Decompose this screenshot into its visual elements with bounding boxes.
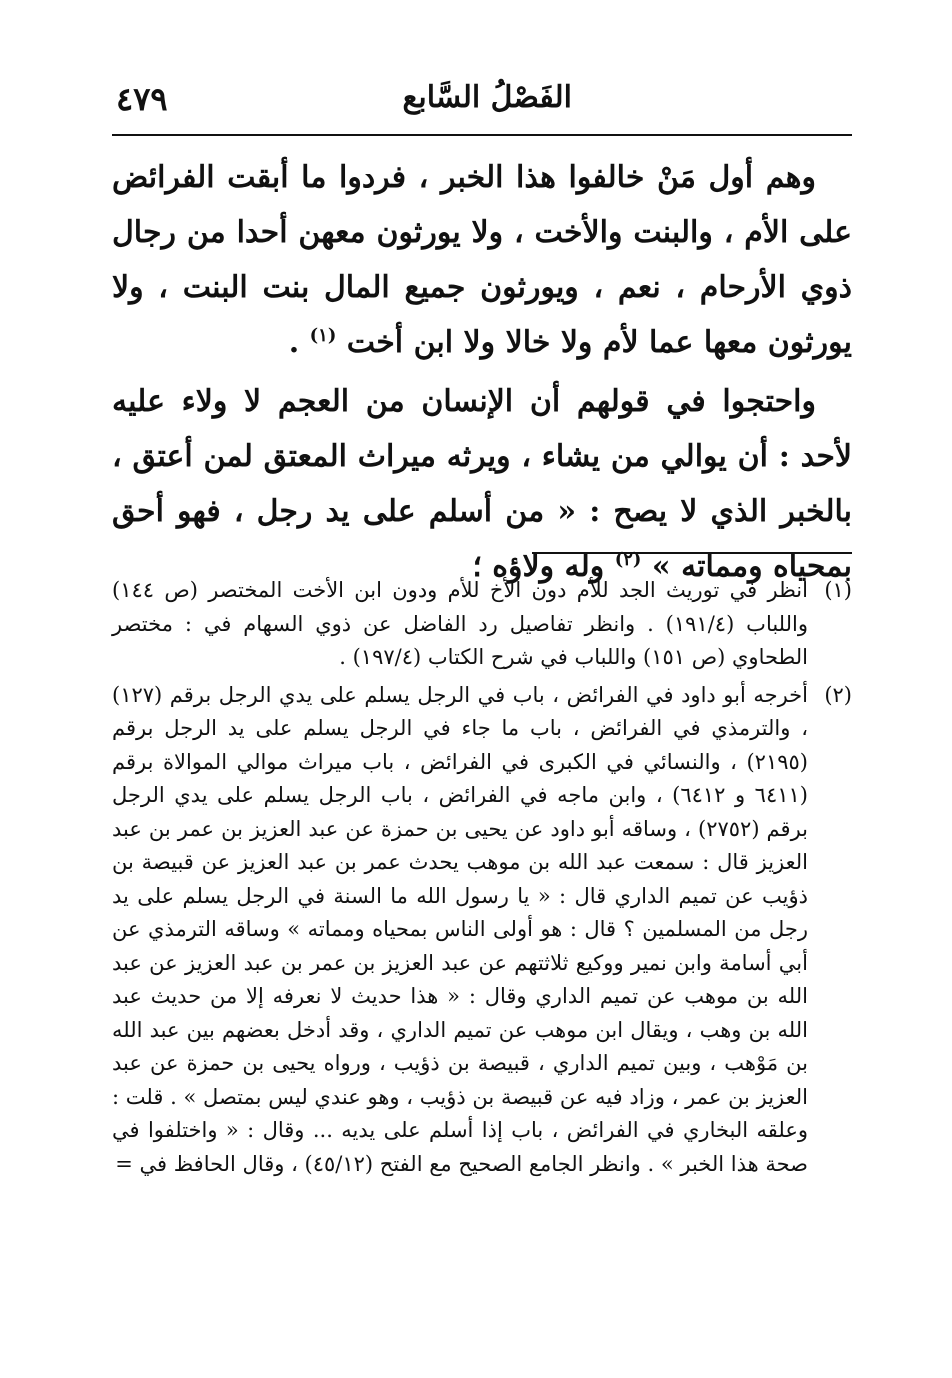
- paragraph-2-end: وله ولاؤه ؛: [472, 549, 615, 584]
- paragraph-2: [112, 374, 852, 594]
- footnote-divider: [532, 552, 852, 554]
- paragraph-1-end: .: [288, 325, 310, 360]
- footnote-text-1: انظر في توريث الجد للأم دون الأخ للأم ودون ابن الأخت المختصر (ص ١٤٤) واللباب (١٩١/٤) . وانظر تفاصيل رد الفاضل عن ذوي السهام في : مختصر الطحاوي (ص ١٥١) واللباب في شرح الكتاب (١٩٧/٤) .: [112, 578, 809, 669]
- footnote-marker-2: (٢): [824, 682, 852, 707]
- footnote-marker-1: (١): [824, 578, 852, 602]
- page-number: ٤٧٩: [116, 80, 168, 118]
- footnote-2: [112, 679, 852, 1182]
- footnote-ref-2: (٢): [614, 549, 642, 570]
- main-text: [112, 150, 852, 594]
- paragraph-2-text: واحتجوا في قولهم أن الإنسان من العجم لا ولاء عليه لأحد : أن يوالي من يشاء ، ويرثه ميراث المعتق لمن أعتق ، بالخبر الذي لا يصح : « من أسلم على يد رجل ، فهو أحق بمحياه ومماته »: [112, 384, 852, 584]
- footnote-ref-1: (١): [309, 325, 337, 346]
- footnotes: [112, 574, 852, 1185]
- header-divider: [112, 134, 852, 136]
- page-header: [112, 78, 852, 130]
- paragraph-1-text: وهم أول مَنْ خالفوا هذا الخبر ، فردوا ما أبقت الفرائض على الأم ، والبنت والأخت ، ولا يورثون معهن أحدا من رجال ذوي الأرحام ، نعم ، ويورثون جميع المال بنت البنت ، ولا يورثون معها عما لأم ولا خالا ولا ابن أخت: [112, 160, 852, 360]
- paragraph-1: [112, 150, 852, 370]
- chapter-title: الفَصْلُ السَّابع: [402, 80, 572, 115]
- footnote-text-2: أخرجه أبو داود في الفرائض ، باب في الرجل يسلم على يدي الرجل برقم (١٢٧) ، والترمذي في الفرائض ، باب ما جاء في الرجل يسلم على يد الرجل برقم (٢١٩٥) ، والنسائي في الكبرى في الفرائض ، باب ميراث موالي الموالاة برقم (٦٤١١ و ٦٤١٢) ، وابن ماجه في الفرائض ، باب الرجل يسلم على يدي الرجل برقم (٢٧٥٢) ، وساقه أبو داود عن يحيى بن حمزة عن عبد العزيز بن عمر بن عبد العزيز قال : سمعت عبد الله بن موهب يحدث عمر بن عبد العزيز عن قبيصة بن ذؤيب عن تميم الداري قال : « يا رسول الله ما السنة في الرجل يسلم على يد رجل من المسلمين ؟ قال : هو أولى الناس بمحياه ومماته » وساقه الترمذي عن أبي أسامة وابن نمير ووكيع ثلاثتهم عن عبد العزيز بن عمر بن عبد العزيز عن عبد الله بن موهب عن تميم الداري وقال : « هذا حديث لا نعرفه إلا من حديث عبد الله بن وهب ، ويقال ابن موهب عن تميم الداري ، وقد أدخل بعضهم بين عبد الله بن مَوْهب ، وبين تميم الداري ، قبيصة بن ذؤيب ، ورواه يحيى بن حمزة عن عبد العزيز بن عمر ، وزاد فيه عن قبيصة بن ذؤيب ، وهو عندي ليس بمتصل » . قلت : وعلقه البخاري في الفرائض ، باب إذا أسلم على يديه ... وقال : « واختلفوا في صحة هذا الخبر » . وانظر الجامع الصحيح مع الفتح (٤٥/١٢) ، وقال الحافظ في =: [112, 682, 808, 1176]
- footnote-1: [112, 574, 852, 675]
